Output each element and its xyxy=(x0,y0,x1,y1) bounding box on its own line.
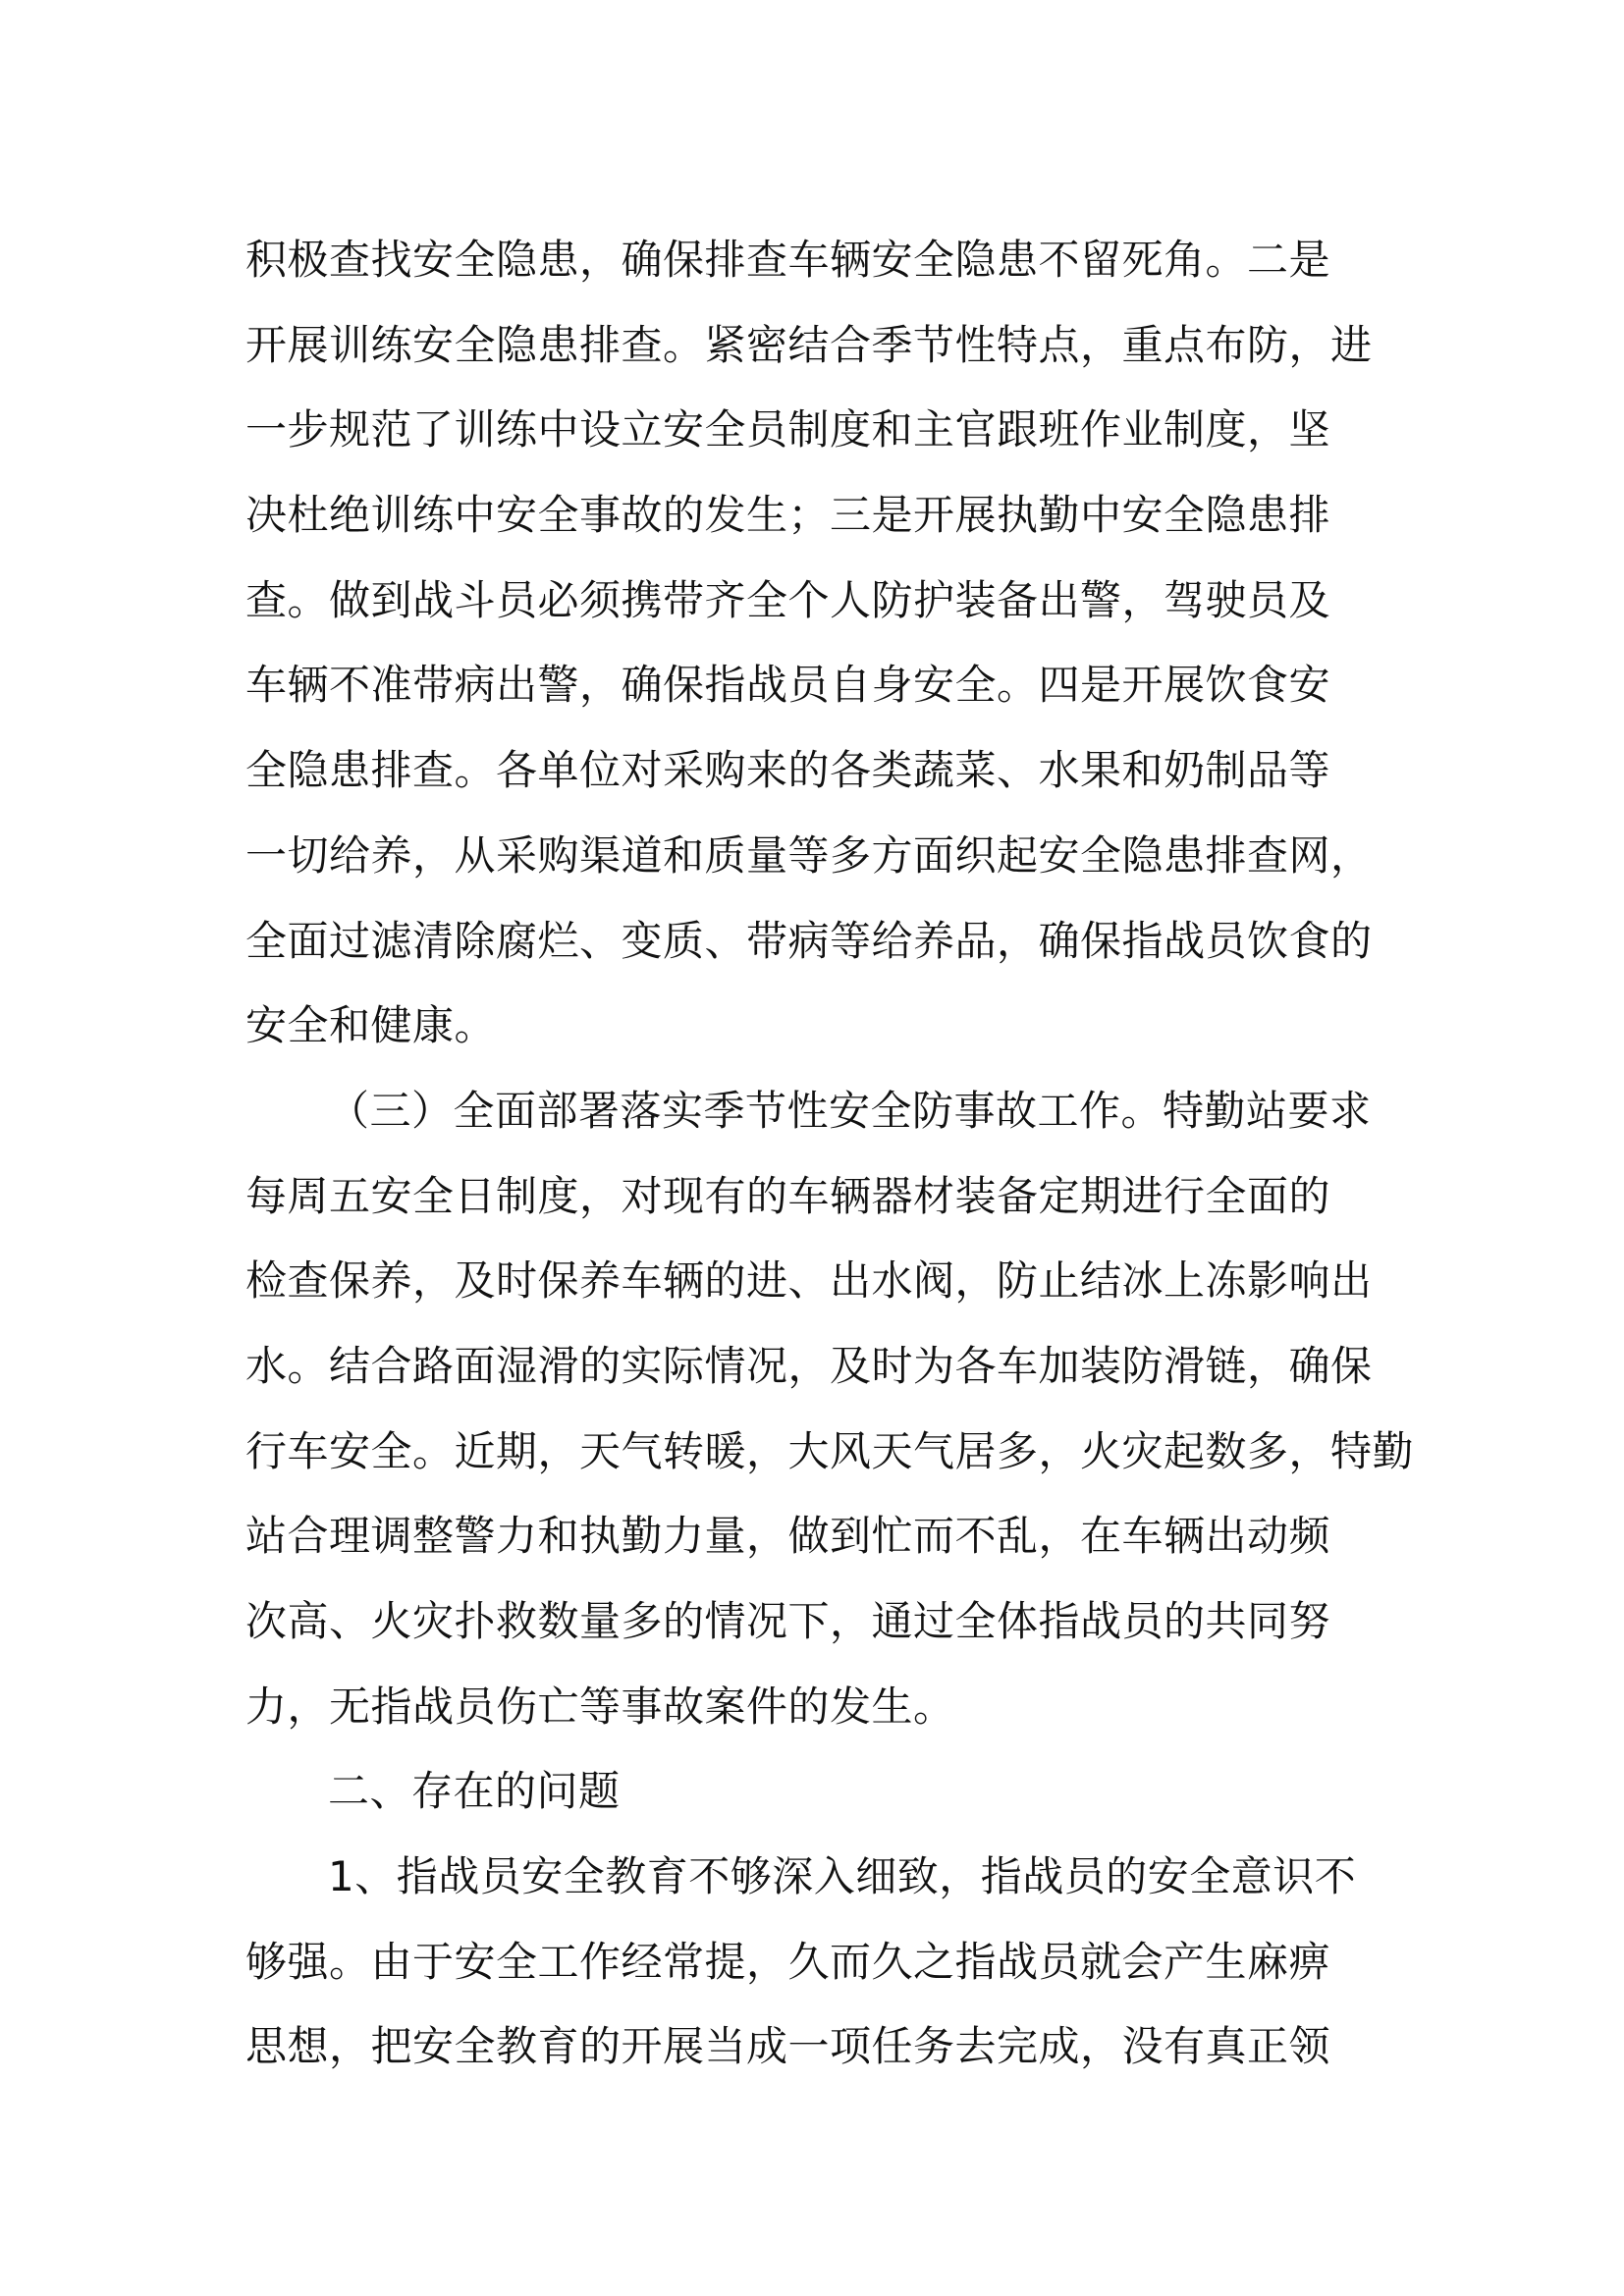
text-line: 水。结合路面湿滑的实际情况，及时为各车加装防滑链，确保 xyxy=(245,1341,1373,1390)
text-line: 检查保养，及时保养车辆的进、出水阀，防止结冰上冻影响出 xyxy=(245,1256,1373,1306)
text-line: 车辆不准带病出警，确保指战员自身安全。四是开展饮食安 xyxy=(245,661,1331,710)
text-line: 积极查找安全隐患，确保排查车辆安全隐患不留死角。二是 xyxy=(245,236,1331,284)
text-line: 行车安全。近期，天气转暖，大风天气居多，火灾起数多，特勤 xyxy=(245,1426,1415,1475)
paragraph-start-line: 1、指战员安全教育不够深入细致，指战员的安全意识不 xyxy=(328,1852,1357,1901)
paragraph-start-line: （三）全面部署落实季节性安全防事故工作。特勤站要求 xyxy=(328,1086,1372,1135)
text-line: 次高、火灾扑救数量多的情况下，通过全体指战员的共同努 xyxy=(245,1597,1331,1645)
text-line: 思想，把安全教育的开展当成一项任务去完成，没有真正领 xyxy=(245,2022,1331,2071)
text-line: 站合理调整警力和执勤力量，做到忙而不乱，在车辆出动频 xyxy=(245,1512,1331,1561)
section-heading: 二、存在的问题 xyxy=(328,1767,621,1816)
text-line: 查。做到战斗员必须携带齐全个人防护装备出警，驾驶员及 xyxy=(245,575,1331,624)
text-line: 决杜绝训练中安全事故的发生；三是开展执勤中安全隐患排 xyxy=(245,491,1331,540)
text-line: 全隐患排查。各单位对采购来的各类蔬菜、水果和奶制品等 xyxy=(245,746,1331,795)
text-line: 够强。由于安全工作经常提，久而久之指战员就会产生麻痹 xyxy=(245,1937,1331,1986)
text-line: 安全和健康。 xyxy=(245,1001,497,1050)
text-line: 开展训练安全隐患排查。紧密结合季节性特点，重点布防，进 xyxy=(245,320,1373,369)
text-line: 一切给养，从采购渠道和质量等多方面织起安全隐患排查网， xyxy=(245,830,1373,880)
text-line: 一步规范了训练中设立安全员制度和主官跟班作业制度，坚 xyxy=(245,405,1331,454)
body-text xyxy=(245,218,1415,2090)
text-line: 每周五安全日制度，对现有的车辆器材装备定期进行全面的 xyxy=(245,1171,1331,1220)
text-line: 全面过滤清除腐烂、变质、带病等给养品，确保指战员饮食的 xyxy=(245,916,1373,965)
text-line: 力，无指战员伤亡等事故案件的发生。 xyxy=(245,1682,955,1731)
